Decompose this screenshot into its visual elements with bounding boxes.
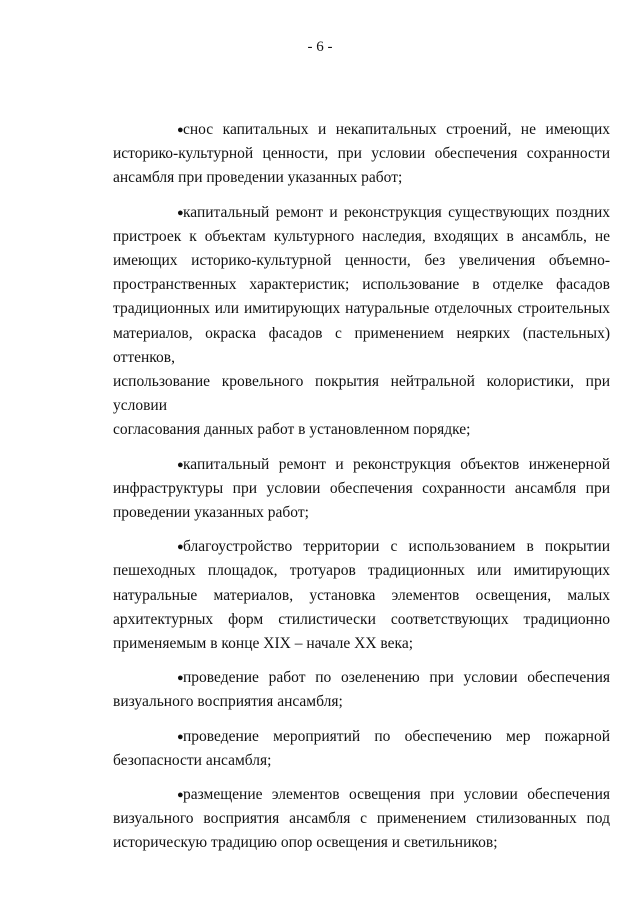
list-item-first-line: капитальный ремонт и реконструкция объектов инженерной — [183, 455, 610, 473]
text-line: имеющих историко-культурной ценности, без увеличения объемно- — [113, 252, 610, 270]
text-line: натуральные материалов, установка элементов освещения, малых — [113, 586, 610, 604]
text-line: ансамбля при проведении указанных работ; — [113, 169, 403, 187]
list-item-first-line: размещение элементов освещения при условии обеспечения — [183, 786, 610, 804]
list-item — [113, 725, 610, 773]
bullet-icon: ● — [177, 541, 184, 554]
text-line: инфраструктуры при условии обеспечения сохранности ансамбля при — [113, 479, 610, 497]
bullet-icon: ● — [177, 458, 184, 471]
bullet-icon: ● — [177, 789, 184, 802]
text-line: материалов, окраска фасадов с применением неярких (пастельных) оттенков, — [113, 324, 610, 366]
text-line: применяемым в конце XIX – начале XX века; — [113, 635, 414, 653]
bullet-icon: ● — [177, 124, 184, 136]
bullet-icon: ● — [177, 730, 184, 743]
list-item — [113, 201, 610, 443]
list-item-first-line: проведение мероприятий по обеспечению мер пожарной — [183, 727, 610, 745]
list-item-continuation — [113, 690, 610, 714]
document-body — [113, 118, 610, 866]
list-item-first-line: снос капитальных и некапитальных строений, не имеющих — [183, 121, 610, 138]
page-number: - 6 - — [307, 39, 333, 55]
text-line: проведении указанных работ; — [113, 504, 309, 522]
text-line: пространственных характеристик; использование в отделке фасадов — [113, 276, 610, 294]
list-item-first-line: капитальный ремонт и реконструкция существующих поздних — [183, 203, 610, 221]
text-line: согласования данных работ в установленном порядке; — [113, 421, 471, 439]
list-item-first-line: проведение работ по озеленению при условии обеспечения — [183, 669, 610, 687]
text-line: безопасности ансамбля; — [113, 751, 272, 769]
text-line: использование кровельного покрытия нейтральной колористики, при условии — [113, 373, 610, 415]
text-line: историко-культурной ценности, при условии обеспечения сохранности — [113, 145, 610, 163]
text-line: визуального восприятия ансамбля; — [113, 693, 343, 711]
list-item-continuation — [113, 477, 610, 525]
text-line: визуального восприятия ансамбля с применением стилизованных под — [113, 810, 610, 828]
bullet-icon: ● — [177, 206, 184, 219]
text-line: пешеходных площадок, тротуаров традиционных или имитирующих — [113, 562, 610, 580]
list-item-continuation — [113, 142, 610, 190]
list-item-first-line: благоустройство территории с использованием в покрытии — [183, 538, 610, 556]
text-line: историческую традицию опор освещения и светильников; — [113, 834, 498, 852]
text-line: пристроек к объектам культурного наследия, входящих в ансамбль, не — [113, 227, 610, 245]
list-item — [113, 453, 610, 526]
list-item-continuation — [113, 807, 610, 855]
text-line: архитектурных форм стилистически соответствующих традиционно — [113, 610, 610, 628]
list-item-continuation — [113, 749, 610, 773]
list-item-continuation — [113, 225, 610, 443]
list-item — [113, 118, 610, 191]
text-line: традиционных или имитирующих натуральные отделочных строительных — [113, 300, 610, 318]
bullet-icon: ● — [177, 672, 184, 685]
list-item-continuation — [113, 559, 610, 656]
list-item — [113, 666, 610, 714]
list-item — [113, 783, 610, 856]
list-item — [113, 535, 610, 656]
